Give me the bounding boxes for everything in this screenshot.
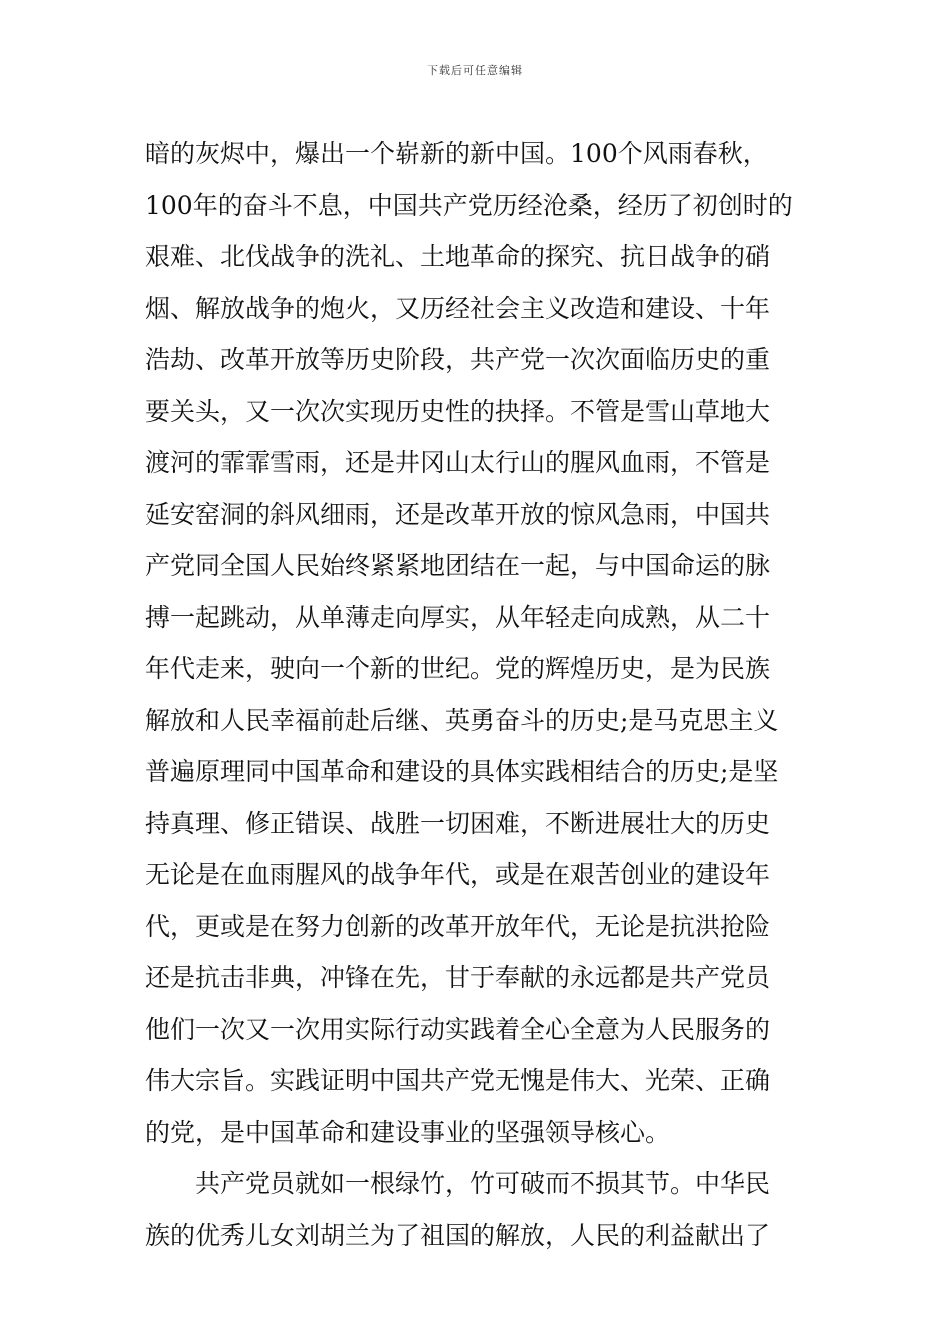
paragraph-start-line: 共产党员就如一根绿竹，竹可破而不损其节。中华民 <box>195 1169 771 1198</box>
text-line: 解放和人民幸福前赴后继、英勇奋斗的历史;是马克思主义 <box>145 705 779 735</box>
text-line: 暗的灰烬中，爆出一个崭新的新中国。100个风雨春秋， <box>145 139 768 168</box>
text-line: 他们一次又一次用实际行动实践着全心全意为人民服务的 <box>145 1014 771 1044</box>
text-line: 要关头，又一次次实现历史性的抉择。不管是雪山草地大 <box>145 396 771 426</box>
text-line: 持真理、修正错误、战胜一切困难，不断进展壮大的历史 <box>145 808 771 838</box>
text-line: 普遍原理同中国革命和建设的具体实践相结合的历史;是坚 <box>145 757 779 786</box>
text-line: 还是抗击非典，冲锋在先，甘于奉献的永远都是共产党员 <box>145 963 771 992</box>
text-line: 代，更或是在努力创新的改革开放年代，无论是抗洪抢险 <box>145 911 771 941</box>
text-line: 100年的奋斗不息，中国共产党历经沧桑，经历了初创时的 <box>145 190 793 220</box>
text-line: 年代走来，驶向一个新的世纪。党的辉煌历史，是为民族 <box>145 654 771 683</box>
text-line: 无论是在血雨腥风的战争年代，或是在艰苦创业的建设年 <box>145 860 771 889</box>
page-header: 下载后可任意编辑 <box>427 64 523 77</box>
text-line: 产党同全国人民始终紧紧地团结在一起，与中国命运的脉 <box>145 551 771 580</box>
text-line: 延安窑洞的斜风细雨，还是改革开放的惊风急雨，中国共 <box>145 499 771 529</box>
text-line: 的党，是中国革命和建设事业的坚强领导核心。 <box>145 1117 671 1147</box>
text-line: 浩劫、改革开放等历史阶段，共产党一次次面临历史的重 <box>145 345 771 374</box>
text-line: 搏一起跳动，从单薄走向厚实，从年轻走向成熟，从二十 <box>145 602 771 632</box>
text-line: 艰难、北伐战争的洗礼、土地革命的探究、抗日战争的硝 <box>145 242 771 271</box>
text-line: 烟、解放战争的炮火，又历经社会主义改造和建设、十年 <box>145 293 771 323</box>
text-line: 伟大宗旨。实践证明中国共产党无愧是伟大、光荣、正确 <box>145 1066 771 1095</box>
text-line: 族的优秀儿女刘胡兰为了祖国的解放，人民的利益献出了 <box>145 1220 771 1250</box>
text-line: 渡河的霏霏雪雨，还是井冈山太行山的腥风血雨，不管是 <box>145 448 771 477</box>
body-text <box>145 128 815 1261</box>
